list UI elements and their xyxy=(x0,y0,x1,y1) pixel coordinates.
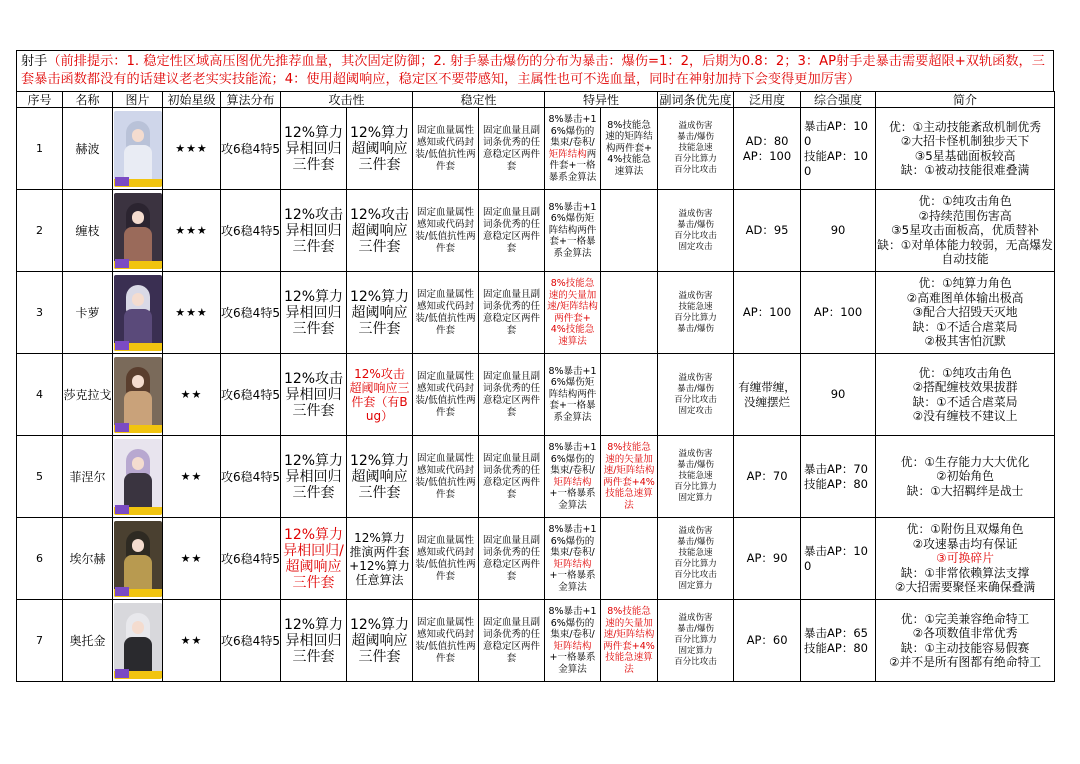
intro-line: ③5星基础面板较高 xyxy=(914,148,1016,163)
overall-power: AP：100 xyxy=(801,272,876,354)
attack-set-1: 12%算力异相回归三件套 xyxy=(281,108,347,190)
intro-text xyxy=(876,190,1055,272)
table-row xyxy=(17,600,1055,682)
header-num: 序号 xyxy=(17,92,63,108)
intro-line: 优：①附伤且双爆角色 xyxy=(906,522,1024,537)
usage-rating: AP：100 xyxy=(734,272,801,354)
overall-power: 暴击AP：70 技能AP：80 xyxy=(801,436,876,518)
specific-set-1 xyxy=(545,436,601,518)
star-rating: ★★ xyxy=(163,518,221,600)
table-row xyxy=(17,108,1055,190)
title-row xyxy=(16,50,1054,91)
header-stability: 稳定性 xyxy=(413,92,545,108)
overall-power: 暴击AP：100 技能AP：100 xyxy=(801,108,876,190)
character-portrait-cell xyxy=(113,354,163,436)
attack-set-1: 12%算力异相回归三件套 xyxy=(281,436,347,518)
specific-text: 矩阵结构 xyxy=(553,558,592,570)
strategy-sheet xyxy=(16,50,1054,682)
intro-line: ②各项数值非常优秀 xyxy=(912,626,1018,640)
intro-line: ③5星攻击面板高，优质替补 xyxy=(891,223,1039,238)
specific-set-2 xyxy=(601,436,658,518)
substat-priority: 溢成伤害 暴击/爆伤 百分比攻击 固定攻击 xyxy=(658,190,734,272)
intro-text xyxy=(876,354,1055,436)
intro-line: ②高难图单体输出极高 xyxy=(906,290,1024,305)
table-row xyxy=(17,354,1055,436)
specific-text: 两件套+一格暴系金算法 xyxy=(548,148,597,183)
stability-set-2: 固定血量且副词条优秀的任意稳定区两件套 xyxy=(479,272,545,354)
stability-set-2: 固定血量且副词条优秀的任意稳定区两件套 xyxy=(479,600,545,682)
specific-text: 8%暴击+16%爆伤矩阵结构两件套+一格暴系金算法 xyxy=(548,365,597,423)
character-portrait-cell xyxy=(113,108,163,190)
overall-power: 90 xyxy=(801,354,876,436)
attack-set-1: 12%算力异相回归三件套 xyxy=(281,272,347,354)
intro-line: ③可换碎片 xyxy=(936,551,994,566)
header-name: 名称 xyxy=(63,92,113,108)
specific-set-1 xyxy=(545,108,601,190)
intro-line: 缺：①大招羁绊是战士 xyxy=(906,483,1024,498)
specific-set-1 xyxy=(545,354,601,436)
specific-set-2 xyxy=(601,600,658,682)
specific-set-2 xyxy=(601,354,658,436)
specific-text: 8%暴击+16%爆伤的集束/卷积/ xyxy=(548,114,597,148)
intro-line: ②没有缠枝不建议上 xyxy=(912,409,1018,423)
character-portrait xyxy=(114,439,162,515)
specific-text: 矩阵结构 xyxy=(553,640,592,652)
stability-set-1: 固定血量属性感知或代码封装/低值抗性两件套 xyxy=(413,108,479,190)
specific-set-1 xyxy=(545,272,601,354)
stability-set-1: 固定血量属性感知或代码封装/低值抗性两件套 xyxy=(413,354,479,436)
intro-line: 缺：①非常依赖算法支撑 xyxy=(900,565,1030,580)
intro-line: ②持续范围伤害高 xyxy=(918,208,1012,223)
specific-set-2 xyxy=(601,190,658,272)
table-body xyxy=(17,108,1055,682)
intro-line: 缺：①被动技能很难叠满 xyxy=(900,163,1030,177)
usage-rating: AP：60 xyxy=(734,600,801,682)
attack-set-2: 12%攻击超阈响应三件套 xyxy=(347,190,413,272)
character-name: 缠枝 xyxy=(63,190,113,272)
header-intro: 简介 xyxy=(876,92,1055,108)
character-name: 卡萝 xyxy=(63,272,113,354)
attack-set-1: 12%算力异相回归三件套 xyxy=(281,600,347,682)
specific-text: 8%技能急速的矩阵结构两件套+4%技能急速算法 xyxy=(605,119,653,177)
specific-text: 矩阵结构 xyxy=(553,476,592,488)
star-rating: ★★★ xyxy=(163,190,221,272)
stability-set-2: 固定血量且副词条优秀的任意稳定区两件套 xyxy=(479,354,545,436)
attack-set-1: 12%攻击异相回归三件套 xyxy=(281,354,347,436)
specific-text: 8%技能急速的矢量加速/矩阵结构两件套+4%技能急速算法 xyxy=(547,278,598,347)
attack-set-2: 12%算力超阈响应三件套 xyxy=(347,436,413,518)
specific-text: 8%暴击+16%爆伤的集束/卷积/ xyxy=(548,442,597,476)
stability-set-2: 固定血量且副词条优秀的任意稳定区两件套 xyxy=(479,108,545,190)
header-stars: 初始星级 xyxy=(163,92,221,108)
header-specific: 特异性 xyxy=(545,92,658,108)
specific-text: +一格暴系金算法 xyxy=(549,488,596,511)
specific-text: 8%暴击+16%爆伤的集束/卷积/ xyxy=(548,524,597,558)
specific-set-2 xyxy=(601,272,658,354)
row-number: 6 xyxy=(17,518,63,600)
specific-text: 8%暴击+16%爆伤的集束/卷积/ xyxy=(548,606,597,640)
specific-text: 8%技能急速的矢量加速/矩阵结构两件套+4%技能急速算法 xyxy=(603,606,655,675)
usage-rating: 有缠带缠，没缠摆烂 xyxy=(734,354,801,436)
usage-rating: AD：95 xyxy=(734,190,801,272)
specific-text: 8%暴击+16%爆伤矩阵结构两件套+一格暴系金算法 xyxy=(548,201,597,259)
algorithm-distribution: 攻6稳4特5 xyxy=(221,518,281,600)
attack-set-2: 12%算力超阈响应三件套 xyxy=(347,600,413,682)
character-portrait xyxy=(114,603,162,679)
algorithm-distribution: 攻6稳4特5 xyxy=(221,190,281,272)
character-name: 埃尔赫 xyxy=(63,518,113,600)
usage-rating: AP：70 xyxy=(734,436,801,518)
usage-rating: AP：90 xyxy=(734,518,801,600)
character-portrait xyxy=(114,111,162,187)
intro-line: 缺：①不适合虐菜局 xyxy=(912,319,1018,334)
row-number: 7 xyxy=(17,600,63,682)
substat-priority: 溢成伤害 暴击/爆伤 百分比算力 固定算力 百分比攻击 xyxy=(658,600,734,682)
row-number: 4 xyxy=(17,354,63,436)
intro-line: 优：①完美兼容绝命特工 xyxy=(900,611,1030,626)
specific-set-1 xyxy=(545,600,601,682)
intro-text xyxy=(876,436,1055,518)
intro-line: ②初始角色 xyxy=(936,469,994,484)
intro-line: 优：①纯攻击角色 xyxy=(918,194,1012,209)
specific-set-2 xyxy=(601,108,658,190)
sheet-title: 射手 xyxy=(21,54,48,69)
stability-set-2: 固定血量且副词条优秀的任意稳定区两件套 xyxy=(479,518,545,600)
substat-priority: 溢成伤害 暴击/爆伤 技能急速 百分比算力 百分比攻击 xyxy=(658,108,734,190)
intro-line: 优：①生存能力大大优化 xyxy=(900,454,1030,469)
star-rating: ★★ xyxy=(163,600,221,682)
star-rating: ★★★ xyxy=(163,108,221,190)
table-row xyxy=(17,436,1055,518)
attack-set-2: 12%算力推演两件套+12%算力任意算法 xyxy=(347,518,413,600)
intro-text xyxy=(876,518,1055,600)
character-portrait-cell xyxy=(113,190,163,272)
intro-line: ②极其害怕沉默 xyxy=(924,334,1006,349)
header-row xyxy=(17,92,1055,108)
algorithm-distribution: 攻6稳4特5 xyxy=(221,272,281,354)
stability-set-1: 固定血量属性感知或代码封装/低值抗性两件套 xyxy=(413,272,479,354)
attack-set-1: 12%攻击异相回归三件套 xyxy=(281,190,347,272)
algorithm-distribution: 攻6稳4特5 xyxy=(221,354,281,436)
attack-set-1: 12%算力异相回归/超阈响应三件套 xyxy=(281,518,347,600)
row-number: 3 xyxy=(17,272,63,354)
intro-line: 缺：①不适合虐菜局 xyxy=(912,394,1018,409)
overall-power: 暴击AP：100 xyxy=(801,518,876,600)
algorithm-distribution: 攻6稳4特5 xyxy=(221,600,281,682)
substat-priority: 溢成伤害 暴击/爆伤 百分比攻击 固定攻击 xyxy=(658,354,734,436)
character-portrait xyxy=(114,193,162,269)
specific-set-1 xyxy=(545,190,601,272)
character-portrait xyxy=(114,521,162,597)
star-rating: ★★ xyxy=(163,436,221,518)
table-row xyxy=(17,272,1055,354)
intro-line: ②大招卡怪机制独步天下 xyxy=(900,134,1030,148)
character-portrait xyxy=(114,275,162,351)
header-substat: 副词条优先度 xyxy=(659,92,732,107)
specific-text: +一格暴系金算法 xyxy=(549,570,596,593)
sheet-note: （前排提示：1. 稳定性区域高压图优先推荐血量，其次固定防御；2. 射手暴击爆伤的分布为暴击：爆伤=1：2，后期为0.8：2；3：AP射手走暴击需要超限+双轨函数，三套暴击函数都没有的话建议老老实实技能流；4：使用超阈响应，稳定区不要带感知，主属性也可不选血量，同时在神射加持下会变得更加厉害） xyxy=(21,54,1045,87)
stability-set-2: 固定血量且副词条优秀的任意稳定区两件套 xyxy=(479,436,545,518)
table-row xyxy=(17,190,1055,272)
star-rating: ★★ xyxy=(163,354,221,436)
specific-set-1 xyxy=(545,518,601,600)
character-portrait-cell xyxy=(113,518,163,600)
substat-priority: 溢成伤害 暴击/爆伤 技能急速 百分比算力 固定算力 xyxy=(658,436,734,518)
specific-text: 8%技能急速的矢量加速/矩阵结构两件套+4%技能急速算法 xyxy=(603,442,655,511)
attack-set-2: 12%算力超阈响应三件套 xyxy=(347,272,413,354)
specific-text: +一格暴系金算法 xyxy=(549,652,596,675)
intro-line: ②大招需要聚怪来确保叠满 xyxy=(894,580,1036,595)
character-portrait-cell xyxy=(113,600,163,682)
intro-text xyxy=(876,600,1055,682)
stability-set-1: 固定血量属性感知或代码封装/低值抗性两件套 xyxy=(413,190,479,272)
substat-priority: 溢成伤害 暴击/爆伤 技能急速 百分比算力 百分比攻击 固定算力 xyxy=(658,518,734,600)
character-name: 莎克拉戈 xyxy=(63,354,113,436)
intro-line: ②搭配缠枝效果拔群 xyxy=(912,380,1018,394)
overall-power: 90 xyxy=(801,190,876,272)
attack-set-2: 12%攻击超阈响应三件套（有Bug） xyxy=(347,354,413,436)
intro-text xyxy=(876,108,1055,190)
row-number: 1 xyxy=(17,108,63,190)
stability-set-1: 固定血量属性感知或代码封装/低值抗性两件套 xyxy=(413,600,479,682)
stability-set-1: 固定血量属性感知或代码封装/低值抗性两件套 xyxy=(413,436,479,518)
intro-line: 缺：①主动技能容易假赛 xyxy=(900,640,1030,655)
intro-line: 优：①主动技能紊敌机制优秀 xyxy=(888,119,1042,134)
algorithm-distribution: 攻6稳4特5 xyxy=(221,108,281,190)
header-attack: 攻击性 xyxy=(281,92,413,108)
character-table xyxy=(16,91,1055,682)
intro-line: 缺：①对单体能力较弱，无高爆发自动技能 xyxy=(877,237,1053,267)
usage-rating: AD：80 AP：100 xyxy=(734,108,801,190)
header-pic: 图片 xyxy=(113,92,163,108)
stability-set-1: 固定血量属性感知或代码封装/低值抗性两件套 xyxy=(413,518,479,600)
intro-text xyxy=(876,272,1055,354)
substat-priority: 溢成伤害 技能急速 百分比算力 暴击/爆伤 xyxy=(658,272,734,354)
character-portrait-cell xyxy=(113,436,163,518)
table-row xyxy=(17,518,1055,600)
row-number: 2 xyxy=(17,190,63,272)
specific-text: 矩阵结构 xyxy=(548,148,587,160)
header-power: 综合强度 xyxy=(801,92,876,108)
row-number: 5 xyxy=(17,436,63,518)
intro-line: ③配合大招毁天灭地 xyxy=(912,305,1018,320)
overall-power: 暴击AP：65 技能AP：80 xyxy=(801,600,876,682)
header-usage: 泛用度 xyxy=(734,92,801,108)
header-dist: 算法分布 xyxy=(221,92,281,108)
character-portrait-cell xyxy=(113,272,163,354)
star-rating: ★★★ xyxy=(163,272,221,354)
character-portrait xyxy=(114,357,162,433)
stability-set-2: 固定血量且副词条优秀的任意稳定区两件套 xyxy=(479,190,545,272)
character-name: 奥托金 xyxy=(63,600,113,682)
intro-line: 优：①纯攻击角色 xyxy=(918,365,1012,380)
algorithm-distribution: 攻6稳4特5 xyxy=(221,436,281,518)
attack-set-2: 12%算力超阈响应三件套 xyxy=(347,108,413,190)
intro-line: 优：①纯算力角色 xyxy=(918,276,1012,291)
character-name: 菲涅尔 xyxy=(63,436,113,518)
intro-line: ②并不是所有图都有绝命特工 xyxy=(888,655,1042,669)
character-name: 赫波 xyxy=(63,108,113,190)
intro-line: ②攻速暴击均有保证 xyxy=(912,536,1018,551)
specific-set-2 xyxy=(601,518,658,600)
